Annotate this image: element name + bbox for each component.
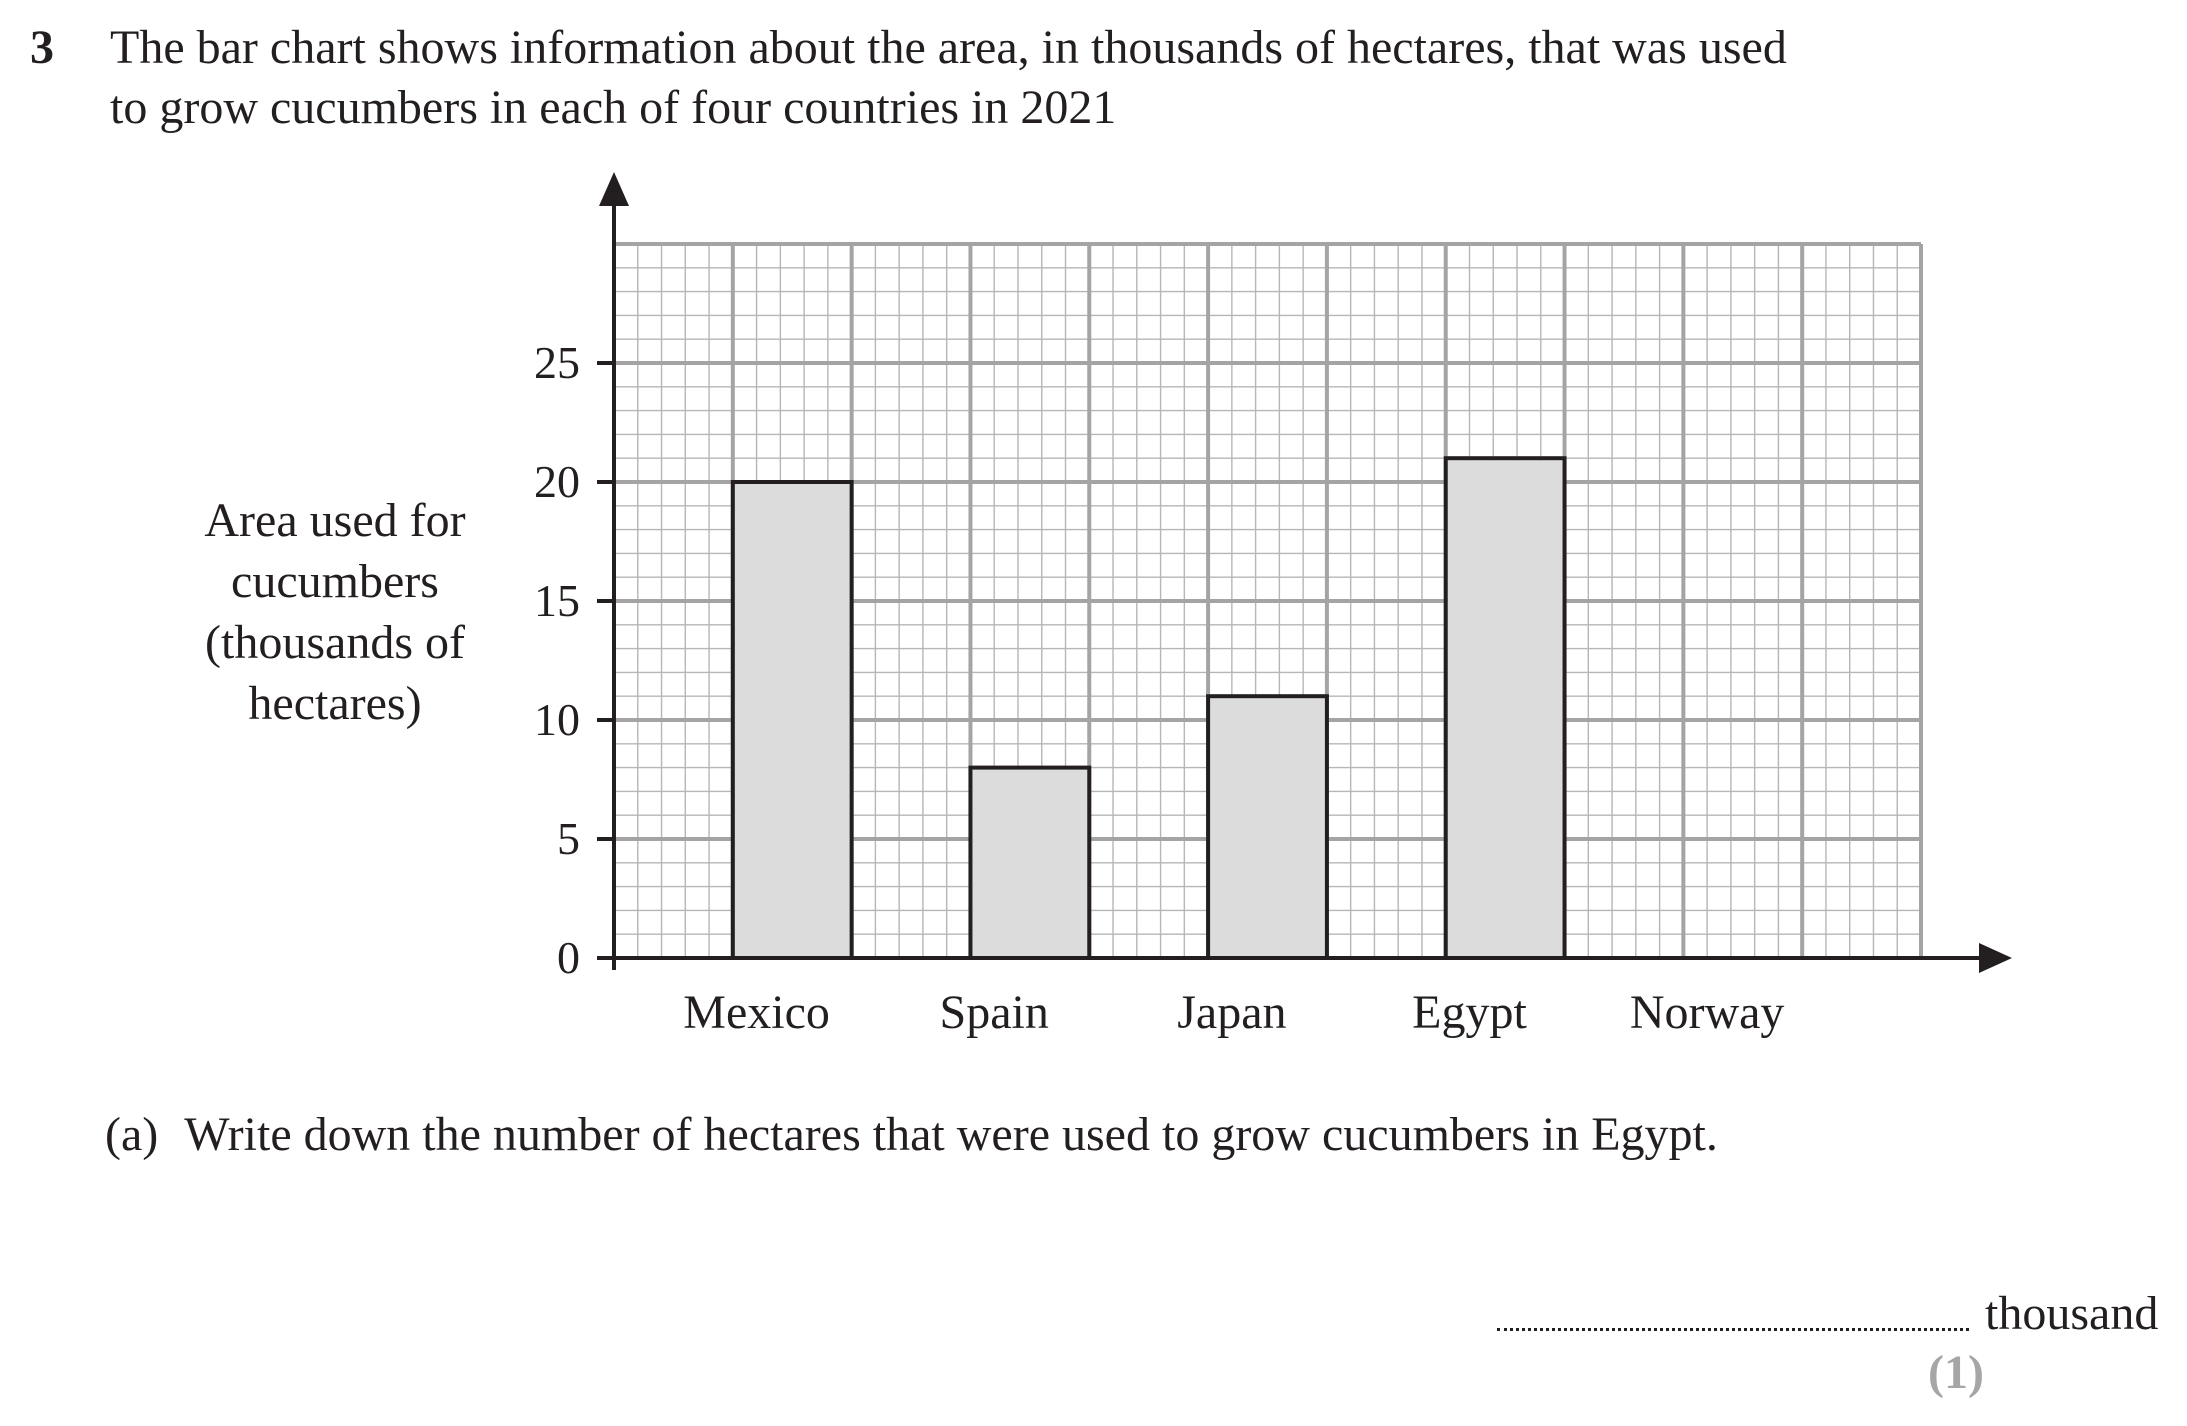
bar-mexico: [733, 482, 852, 958]
y-axis-label-line-4: hectares): [248, 677, 422, 730]
y-tick-label: 20: [534, 456, 580, 507]
x-tick-label-norway: Norway: [1629, 986, 1785, 1039]
y-axis-arrow: [599, 172, 629, 206]
y-axis-label-line-2: cucumbers: [231, 555, 439, 608]
bar-spain: [970, 768, 1089, 958]
y-axis-label-line-3: (thousands of: [205, 616, 465, 669]
part-a-label: (a): [105, 1108, 159, 1161]
marks-indicator: (1): [1928, 1346, 1984, 1399]
x-tick-label-spain: Spain: [939, 986, 1049, 1039]
question-number: 3: [30, 21, 54, 74]
part-a-text: Write down the number of hectares that were used to grow cucumbers in Egypt.: [184, 1108, 1718, 1161]
x-tick-label-egypt: Egypt: [1412, 986, 1527, 1039]
x-axis-arrow: [1979, 943, 2012, 973]
answer-line[interactable]: [1497, 1328, 1969, 1331]
question-text-line-2: to grow cucumbers in each of four countries in 2021: [110, 81, 1117, 134]
question-text-line-1: The bar chart shows information about the area, in thousands of hectares, that was used: [110, 21, 1787, 74]
y-tick-label: 25: [534, 337, 580, 388]
x-tick-label-mexico: Mexico: [683, 986, 830, 1039]
part-a-question: [105, 1105, 1718, 1165]
y-tick-label: 0: [557, 932, 580, 983]
y-axis-label-line-1: Area used for: [204, 494, 466, 547]
bar-japan: [1208, 696, 1327, 958]
y-tick-label: 15: [534, 575, 580, 626]
bar-egypt: [1446, 458, 1565, 958]
y-tick-label: 10: [534, 694, 580, 745]
answer-unit: thousand: [1985, 1287, 2159, 1340]
y-tick-label: 5: [557, 813, 580, 864]
x-tick-label-japan: Japan: [1177, 986, 1287, 1039]
